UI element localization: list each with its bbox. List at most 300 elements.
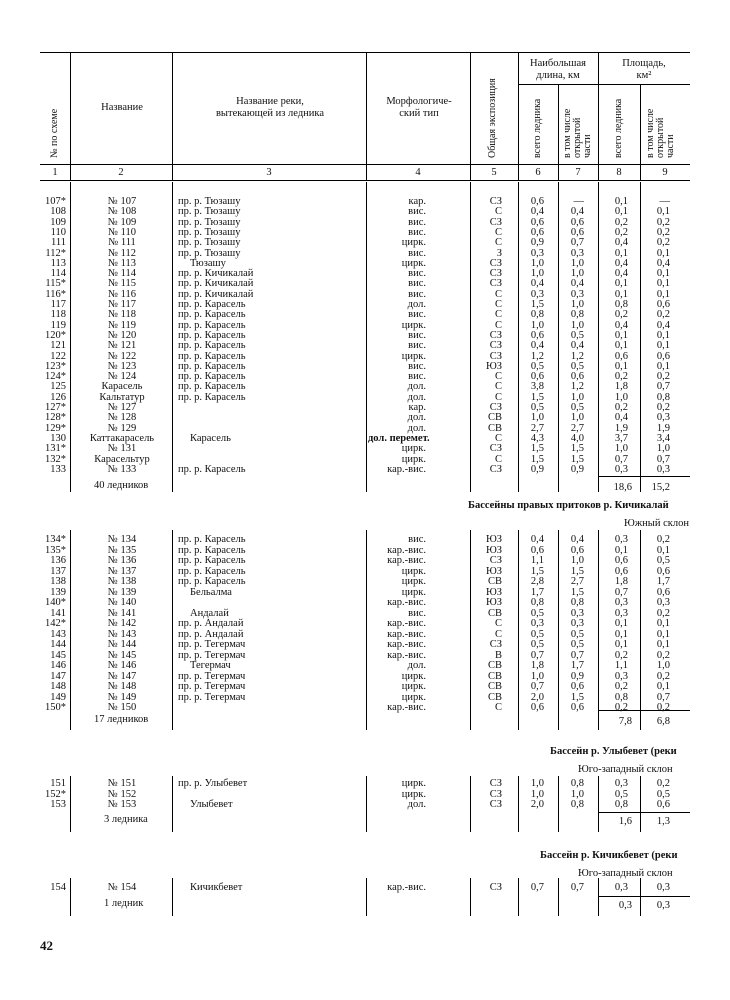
cell-glacier-name: № 153 <box>107 799 137 810</box>
cell-length-open: 2,7 <box>570 422 584 434</box>
cell-glacier-name: № 135 <box>107 544 137 556</box>
cell-river-name: пр. р. Тюзашу <box>178 216 241 228</box>
col-divider <box>70 52 71 180</box>
section1-total-area: 18,6 <box>613 482 632 493</box>
cell-glacier-number: 124* <box>45 371 66 383</box>
cell-length-open: 0,6 <box>570 681 584 692</box>
cell-length-open: — <box>573 196 584 207</box>
cell-glacier-number: 127* <box>45 402 66 413</box>
cell-glacier-name: № 111 <box>108 237 136 249</box>
cell-area-total: 0,2 <box>614 649 628 661</box>
cell-glacier-name: № 149 <box>107 691 137 703</box>
cell-length-total: 0,3 <box>530 247 544 259</box>
section2-total-area: 7,8 <box>618 716 632 727</box>
cell-area-open: 3,4 <box>656 432 670 444</box>
cell-length-total: 0,6 <box>530 544 544 556</box>
cell-morph-type: дол. <box>407 412 426 424</box>
cell-glacier-name: № 119 <box>107 319 136 331</box>
cell-length-open: 1,0 <box>570 257 584 269</box>
cell-area-open: 0,6 <box>656 565 670 577</box>
cell-glacier-name: № 143 <box>107 628 137 640</box>
cell-morph-type: цирк. <box>401 237 426 249</box>
cell-river-name: пр. р. Карасель <box>178 371 246 383</box>
header-bottom-rule <box>40 164 690 165</box>
cell-morph-type: дол. <box>407 381 426 393</box>
cell-area-open: 0,2 <box>656 237 670 249</box>
cell-glacier-number: 137 <box>50 565 66 577</box>
cell-area-open: 0,2 <box>656 226 670 238</box>
cell-river-name: пр. р. Карасель <box>178 299 246 310</box>
cell-exposition: С <box>494 628 502 640</box>
cell-length-total: 1,5 <box>530 299 544 310</box>
cell-glacier-number: 140* <box>45 597 66 608</box>
cell-length-total: 1,1 <box>530 555 544 566</box>
cell-length-open: 1,0 <box>570 412 584 424</box>
cell-exposition: СЗ <box>489 555 502 566</box>
cell-length-total: 0,7 <box>530 649 544 661</box>
header-col7-line1: в том числе <box>562 108 573 158</box>
cell-glacier-number: 112* <box>45 247 66 259</box>
cell-glacier-name: № 137 <box>107 565 137 577</box>
cell-glacier-name: № 113 <box>107 257 136 269</box>
cell-length-open: 0,6 <box>570 216 584 228</box>
header-col1: № по схеме <box>49 108 60 158</box>
cell-river-name: пр. р. Тегермач <box>178 681 246 692</box>
cell-glacier-number: 148 <box>50 681 66 692</box>
cell-area-total: 0,1 <box>614 329 628 341</box>
cell-exposition: СВ <box>487 422 502 434</box>
header-col4-line1: Морфологиче- <box>386 96 452 107</box>
cell-river-name: пр. р. Тегермач <box>178 639 246 650</box>
cell-exposition: В <box>494 649 502 661</box>
cell-length-total: 0,4 <box>530 534 544 545</box>
cell-exposition: СВ <box>487 681 502 692</box>
cell-area-total: 0,6 <box>614 555 628 566</box>
cell-exposition: ЮЗ <box>485 534 502 545</box>
col-divider <box>172 52 173 180</box>
cell-length-total: 0,6 <box>530 196 544 207</box>
cell-river-name: пр. р. Тегермач <box>178 691 246 703</box>
cell-glacier-number: 125 <box>50 381 66 393</box>
section1-total-rule <box>598 476 690 477</box>
cell-area-total: 0,1 <box>614 639 628 650</box>
cell-river-name: пр. р. Карасель <box>178 463 246 475</box>
cell-glacier-number: 128* <box>45 412 66 424</box>
cell-length-total: 1,0 <box>530 670 544 682</box>
cell-length-open: 0,4 <box>570 340 584 352</box>
cell-area-open: 0,5 <box>656 788 670 800</box>
number-row-rule <box>40 180 690 181</box>
cell-length-open: 0,7 <box>570 237 584 249</box>
cell-length-total: 4,3 <box>530 432 544 444</box>
cell-length-total: 1,0 <box>530 788 544 800</box>
cell-area-open: 0,3 <box>656 412 670 424</box>
cell-morph-type: кар.-вис. <box>387 639 426 650</box>
cell-exposition: СВ <box>487 691 502 703</box>
cell-glacier-name: № 141 <box>107 607 137 619</box>
cell-area-total: 0,6 <box>614 565 628 577</box>
cell-area-open: 0,1 <box>656 288 670 300</box>
cell-river-name: пр. р. Карасель <box>178 309 246 321</box>
cell-glacier-name: Каттакарасель <box>89 432 155 444</box>
section4-total-rule <box>598 896 690 897</box>
cell-length-open: 0,8 <box>570 778 584 789</box>
body-col-divider <box>172 530 173 730</box>
cell-exposition: С <box>494 702 502 713</box>
cell-area-total: 0,2 <box>614 309 628 321</box>
cell-morph-type: вис. <box>408 309 426 321</box>
cell-glacier-name: № 148 <box>107 681 137 692</box>
cell-area-open: 0,8 <box>656 391 670 403</box>
cell-glacier-number: 107* <box>45 196 66 207</box>
cell-river-name: пр. р. Кичикалай <box>178 288 254 300</box>
cell-area-open: 0,1 <box>656 206 670 218</box>
cell-length-total: 0,7 <box>530 882 544 893</box>
cell-length-total: 0,5 <box>530 360 544 372</box>
cell-exposition: С <box>494 226 502 238</box>
col-number: 9 <box>662 167 668 178</box>
cell-glacier-number: 145 <box>50 649 66 661</box>
cell-length-total: 0,4 <box>530 206 544 218</box>
cell-morph-type: цирк. <box>401 565 426 577</box>
cell-length-open: 0,5 <box>570 329 584 341</box>
length-group-line1: Наибольшая <box>530 58 586 69</box>
cell-exposition: С <box>494 299 502 310</box>
cell-area-open: 0,6 <box>656 586 670 598</box>
cell-length-total: 0,6 <box>530 216 544 228</box>
cell-glacier-number: 153 <box>50 799 66 810</box>
cell-river-name: Андалай <box>190 607 229 619</box>
cell-area-total: 0,3 <box>614 607 628 619</box>
cell-area-total: 0,8 <box>614 799 628 810</box>
body-col-divider <box>470 182 471 492</box>
page-number: 42 <box>40 938 53 953</box>
cell-morph-type: кар. <box>408 196 426 207</box>
cell-glacier-number: 121 <box>50 340 66 352</box>
section3-total-area: 1,6 <box>618 816 632 827</box>
col-number: 6 <box>535 167 541 178</box>
cell-area-open: 0,3 <box>656 597 670 608</box>
cell-length-open: 1,2 <box>570 350 584 362</box>
cell-length-total: 0,5 <box>530 402 544 413</box>
cell-area-total: 0,1 <box>614 544 628 556</box>
header-col5: Общая экспозиция <box>487 78 498 158</box>
cell-river-name: пр. р. Карасель <box>178 555 246 566</box>
cell-area-total: 0,5 <box>614 788 628 800</box>
cell-area-total: 0,2 <box>614 371 628 383</box>
cell-morph-type: кар.-вис. <box>387 702 426 713</box>
cell-morph-type: цирк. <box>401 257 426 269</box>
area-group-rule <box>598 84 690 85</box>
cell-glacier-number: 150* <box>45 702 66 713</box>
cell-glacier-name: № 145 <box>107 649 137 661</box>
cell-glacier-name: № 112 <box>107 247 136 259</box>
cell-river-name: пр. р. Карасель <box>178 576 246 587</box>
cell-glacier-name: № 108 <box>107 206 137 218</box>
cell-glacier-number: 133 <box>50 463 66 475</box>
header-col3-line2: вытекающей из ледника <box>215 108 325 119</box>
cell-river-name: пр. р. Тюзашу <box>178 206 241 218</box>
header-col3-line1: Название реки, <box>236 96 304 107</box>
cell-morph-type: кар.-вис. <box>387 882 426 893</box>
cell-area-total: 0,1 <box>614 628 628 640</box>
cell-length-open: 1,5 <box>570 586 584 598</box>
cell-length-total: 0,4 <box>530 340 544 352</box>
cell-area-open: 0,4 <box>656 257 670 269</box>
cell-glacier-name: Карасельтур <box>94 453 150 465</box>
cell-river-name: пр. р. Андалай <box>178 618 244 629</box>
col-divider <box>470 52 471 180</box>
cell-glacier-name: № 120 <box>107 329 137 341</box>
cell-length-open: 1,2 <box>570 381 584 393</box>
cell-morph-type: дол. <box>407 299 426 310</box>
cell-glacier-name: № 134 <box>107 534 137 545</box>
cell-morph-type: вис. <box>408 278 426 290</box>
cell-glacier-name: № 110 <box>107 226 136 238</box>
cell-glacier-name: Кальтатур <box>99 391 145 403</box>
body-col-divider <box>70 776 71 832</box>
cell-morph-type: кар.-вис. <box>387 618 426 629</box>
cell-length-open: 0,6 <box>570 702 584 713</box>
cell-exposition: ЮЗ <box>485 597 502 608</box>
cell-glacier-name: № 129 <box>107 422 137 434</box>
cell-glacier-name: № 117 <box>107 299 136 310</box>
cell-glacier-name: № 136 <box>107 555 137 566</box>
section2-title: Бассейны правых притоков р. Кичикалай <box>468 500 669 511</box>
col-number: 7 <box>575 167 581 178</box>
cell-length-open: 1,5 <box>570 453 584 465</box>
cell-glacier-name: № 107 <box>107 196 137 207</box>
cell-morph-type: кар.-вис. <box>387 544 426 556</box>
cell-river-name: пр. р. Тюзашу <box>178 196 241 207</box>
cell-area-total: 1,8 <box>614 576 628 587</box>
cell-morph-type: цирк. <box>401 586 426 598</box>
cell-glacier-name: № 150 <box>107 702 137 713</box>
cell-glacier-name: № 118 <box>107 309 136 321</box>
cell-river-name: пр. р. Тюзашу <box>178 237 241 249</box>
cell-glacier-name: № 152 <box>107 788 137 800</box>
cell-area-open: 0,7 <box>656 691 670 703</box>
cell-area-open: 1,0 <box>656 443 670 455</box>
cell-length-total: 2,7 <box>530 422 544 434</box>
cell-glacier-number: 123* <box>45 360 66 372</box>
cell-area-open: 0,2 <box>656 534 670 545</box>
cell-length-open: 4,0 <box>570 432 584 444</box>
cell-glacier-number: 111 <box>51 237 66 249</box>
cell-exposition: С <box>494 432 502 444</box>
cell-exposition: С <box>494 618 502 629</box>
cell-length-open: 0,3 <box>570 247 584 259</box>
cell-length-total: 2,8 <box>530 576 544 587</box>
cell-area-open: — <box>659 196 670 207</box>
cell-length-open: 0,8 <box>570 799 584 810</box>
cell-length-total: 0,5 <box>530 607 544 619</box>
cell-glacier-number: 143 <box>50 628 66 640</box>
cell-length-open: 0,3 <box>570 618 584 629</box>
cell-morph-type: вис. <box>408 340 426 352</box>
cell-morph-type: кар.-вис. <box>387 555 426 566</box>
cell-morph-type: кар.-вис. <box>387 597 426 608</box>
cell-glacier-number: 151 <box>50 778 66 789</box>
cell-morph-type: вис. <box>408 268 426 280</box>
cell-river-name: пр. р. Тюзашу <box>178 247 241 259</box>
cell-area-open: 0,2 <box>656 402 670 413</box>
cell-river-name: Кичикбевет <box>190 882 243 893</box>
col-number: 5 <box>491 167 497 178</box>
cell-exposition: СЗ <box>489 639 502 650</box>
cell-area-open: 0,6 <box>656 350 670 362</box>
cell-glacier-number: 109 <box>50 216 66 228</box>
cell-morph-type: дол. <box>407 660 426 671</box>
cell-area-total: 0,1 <box>614 247 628 259</box>
cell-glacier-name: № 109 <box>107 216 137 228</box>
cell-morph-type: цирк. <box>401 788 426 800</box>
cell-morph-type: дол. <box>407 799 426 810</box>
body-col-divider <box>172 776 173 832</box>
cell-area-total: 0,8 <box>614 299 628 310</box>
cell-morph-type: цирк. <box>401 319 426 331</box>
cell-area-total: 0,1 <box>614 288 628 300</box>
cell-morph-type: кар.-вис. <box>387 463 426 475</box>
cell-river-name: Бельалма <box>190 586 232 598</box>
cell-area-open: 0,7 <box>656 453 670 465</box>
cell-glacier-number: 126 <box>50 391 66 403</box>
cell-morph-type: вис. <box>408 216 426 228</box>
cell-glacier-name: № 123 <box>107 360 137 372</box>
cell-area-open: 0,1 <box>656 360 670 372</box>
cell-exposition: СВ <box>487 576 502 587</box>
cell-glacier-number: 138 <box>50 576 66 587</box>
cell-exposition: СЗ <box>489 340 502 352</box>
cell-length-open: 1,0 <box>570 788 584 800</box>
cell-length-open: 1,5 <box>570 691 584 703</box>
cell-exposition: ЮЗ <box>485 360 502 372</box>
cell-length-total: 1,5 <box>530 391 544 403</box>
cell-length-open: 0,7 <box>570 882 584 893</box>
cell-morph-type: вис. <box>408 360 426 372</box>
body-col-divider <box>172 182 173 492</box>
body-col-divider <box>470 530 471 730</box>
header-col9-line3: части <box>665 134 676 158</box>
section4-total-label: 1 ледник <box>104 898 144 909</box>
cell-area-open: 0,6 <box>656 299 670 310</box>
cell-area-total: 1,8 <box>614 381 628 393</box>
cell-exposition: СЗ <box>489 882 502 893</box>
cell-area-total: 0,4 <box>614 257 628 269</box>
header-col7-line2: открытой <box>572 117 583 158</box>
body-col-divider <box>366 530 367 730</box>
cell-exposition: ЮЗ <box>485 544 502 556</box>
cell-exposition: СВ <box>487 670 502 682</box>
cell-river-name: Тегермач <box>190 660 231 671</box>
cell-area-total: 0,4 <box>614 319 628 331</box>
cell-glacier-name: № 146 <box>107 660 137 671</box>
header-col4-line2: ский тип <box>399 108 439 119</box>
cell-length-total: 1,7 <box>530 586 544 598</box>
cell-glacier-number: 141 <box>50 607 66 619</box>
cell-length-total: 0,5 <box>530 639 544 650</box>
cell-morph-type: вис. <box>408 288 426 300</box>
col-number: 8 <box>616 167 622 178</box>
cell-area-total: 0,1 <box>614 196 628 207</box>
cell-exposition: СЗ <box>489 257 502 269</box>
cell-glacier-number: 113 <box>50 257 66 269</box>
cell-river-name: пр. р. Карасель <box>178 391 246 403</box>
section4-title: Бассейн р. Кичикбевет (реки <box>540 850 678 861</box>
cell-exposition: СЗ <box>489 350 502 362</box>
cell-river-name: пр. р. Карасель <box>178 360 246 372</box>
cell-length-open: 1,0 <box>570 299 584 310</box>
cell-glacier-name: № 140 <box>107 597 137 608</box>
cell-glacier-number: 131* <box>45 443 66 455</box>
cell-glacier-name: № 121 <box>107 340 137 352</box>
col-divider <box>640 84 641 180</box>
section3-total-open: 1,3 <box>656 816 670 827</box>
body-col-divider <box>172 878 173 916</box>
cell-length-total: 1,0 <box>530 257 544 269</box>
cell-morph-type: цирк. <box>401 350 426 362</box>
cell-area-open: 0,2 <box>656 216 670 228</box>
cell-glacier-name: № 139 <box>107 586 137 598</box>
cell-area-total: 0,4 <box>614 237 628 249</box>
cell-morph-type: вис. <box>408 226 426 238</box>
col-divider <box>558 84 559 180</box>
cell-exposition: С <box>494 288 502 300</box>
cell-length-total: 1,2 <box>530 350 544 362</box>
cell-glacier-name: № 127 <box>107 402 137 413</box>
cell-exposition: ЮЗ <box>485 586 502 598</box>
cell-exposition: С <box>494 381 502 393</box>
cell-area-open: 0,3 <box>656 882 670 893</box>
cell-area-total: 1,0 <box>614 443 628 455</box>
cell-area-total: 1,0 <box>614 391 628 403</box>
cell-area-open: 0,5 <box>656 555 670 566</box>
cell-length-open: 1,7 <box>570 660 584 671</box>
body-col-divider <box>470 878 471 916</box>
body-col-divider <box>70 878 71 916</box>
cell-exposition: СЗ <box>489 216 502 228</box>
cell-length-total: 0,4 <box>530 278 544 290</box>
cell-area-total: 0,1 <box>614 618 628 629</box>
cell-area-open: 0,1 <box>656 618 670 629</box>
section4-total-open: 0,3 <box>656 900 670 911</box>
cell-glacier-number: 120* <box>45 329 66 341</box>
cell-glacier-name: № 138 <box>107 576 137 587</box>
cell-area-total: 0,3 <box>614 778 628 789</box>
cell-glacier-name: № 131 <box>107 443 137 455</box>
section4-total-area: 0,3 <box>618 900 632 911</box>
cell-exposition: СЗ <box>489 196 502 207</box>
cell-morph-type: вис. <box>408 371 426 383</box>
cell-area-open: 0,1 <box>656 268 670 280</box>
cell-glacier-number: 132* <box>45 453 66 465</box>
cell-river-name: пр. р. Карасель <box>178 544 246 556</box>
cell-area-open: 0,1 <box>656 340 670 352</box>
header-col6: всего ледника <box>532 98 543 158</box>
cell-area-total: 0,4 <box>614 268 628 280</box>
cell-area-open: 0,6 <box>656 799 670 810</box>
cell-morph-type: дол. <box>407 391 426 403</box>
cell-morph-type: цирк. <box>401 681 426 692</box>
cell-area-total: 0,6 <box>614 350 628 362</box>
table-top-rule <box>40 52 690 53</box>
cell-glacier-number: 114 <box>50 268 66 280</box>
cell-glacier-name: № 133 <box>107 463 137 475</box>
length-group-line2: длина, км <box>536 70 580 81</box>
cell-exposition: С <box>494 371 502 383</box>
cell-area-total: 0,8 <box>614 691 628 703</box>
section4-slope: Юго-западный склон <box>578 868 673 879</box>
